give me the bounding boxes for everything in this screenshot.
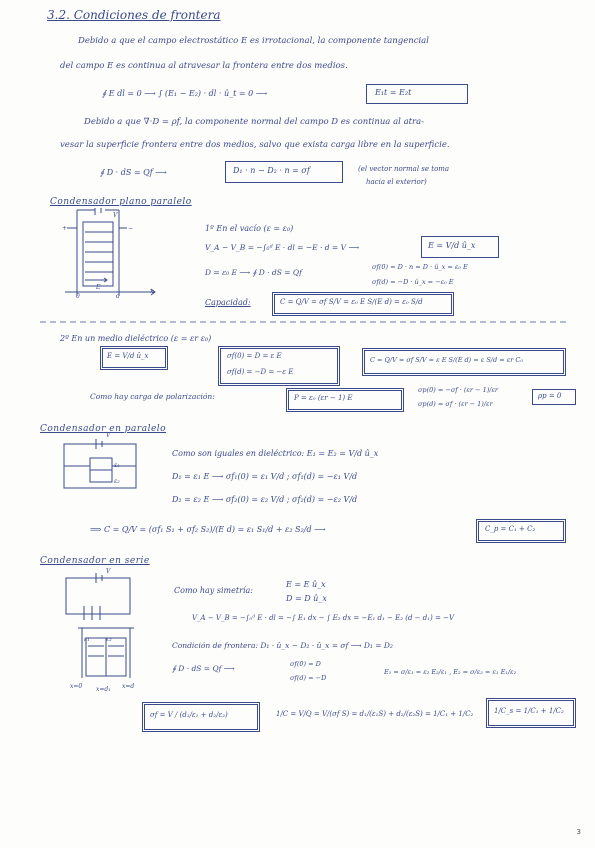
boxed-result — [100, 346, 168, 370]
boxed-equation: E = V/d û_x — [428, 241, 476, 250]
diagram-label: x — [150, 288, 154, 295]
boxed-result — [272, 292, 454, 316]
diagram-label: V — [106, 568, 111, 575]
equation: E = E û_x — [286, 580, 326, 589]
equation: ∮ E dl = 0 ⟶ ∫ (E₁ − E₂) · dl · û_t = 0 ⟶ — [102, 89, 268, 98]
equation: σf(d) = −D · û_x = −ε₀ E — [372, 278, 454, 286]
paragraph-line: vesar la superficie frontera entre dos medios, salvo que exista carga libre en la superficie. — [60, 140, 450, 150]
equation: σf(0) = D · n = D · û_x = ε₀ E — [372, 263, 468, 271]
diagram-label: d — [116, 293, 120, 300]
series-capacitor-diagram — [62, 572, 142, 620]
boxed-equation: C_p = C₁ + C₂ — [485, 525, 536, 533]
equation: ∮ D · dS = Qf ⟶ — [172, 664, 235, 673]
diagram-label: ε₂ — [106, 636, 112, 643]
section-title: Condensador en paralelo — [40, 424, 167, 434]
diagram-label: 0 — [76, 293, 80, 300]
diagram-label: V — [113, 212, 118, 219]
boxed-result — [366, 84, 468, 104]
boxed-equation: C = Q/V = σf S/V = ε E S/(E d) = ε S/d = εr C₀ — [370, 356, 523, 364]
boxed-equation: D₁ · n − D₂ · n = σf — [233, 166, 310, 175]
paragraph-line: Como son iguales en dieléctrico: E₁ = E₂ = V/d û_x — [172, 449, 379, 458]
boxed-equation: C = Q/V = σf S/V = ε₀ E S/(E d) = ε₀ S/d — [280, 298, 423, 306]
diagram-label: + — [62, 225, 68, 232]
boxed-result — [486, 698, 576, 728]
subsection-heading: 1º En el vacío (ε = ε₀) — [205, 224, 294, 233]
equation: E₁ = σ/ε₁ = ε₂ E₂/ε₁ , E₂ = σ/ε₂ = ε₁ E₁/ε₂ — [384, 668, 517, 676]
parallel-capacitor-diagram — [62, 436, 142, 496]
diagram-label: x=0 — [70, 683, 83, 690]
boxed-result — [142, 702, 260, 732]
equation: σp(0) = −σf · (εr − 1)/εr — [418, 386, 499, 394]
paragraph-line: Como hay simetría: — [174, 586, 253, 595]
note: (el vector normal se toma — [358, 165, 450, 173]
equation: σf(0) = D — [290, 660, 321, 668]
paragraph-line: Debido a que ∇·D = ρf, la componente normal del campo D es continua al atra- — [84, 117, 425, 127]
diagram-label: ε₁ — [114, 462, 120, 469]
boxed-equation: ρp = 0 — [538, 392, 562, 400]
diagram-label: − — [128, 225, 134, 232]
paragraph-line: Debido a que el campo electrostático E es irrotacional, la componente tangencial — [78, 36, 429, 46]
boxed-result — [476, 519, 566, 543]
equation: σp(d) = σf · (εr − 1)/εr — [418, 400, 493, 408]
boxed-equation: E = V/d û_x — [107, 352, 149, 360]
boxed-equation: 1/C_s = 1/C₁ + 1/C₂ — [494, 707, 564, 715]
boxed-equation: E₁t = E₂t — [375, 88, 412, 97]
parallel-plate-diagram — [55, 208, 165, 303]
diagram-label: ε₁ — [84, 636, 90, 643]
boxed-result — [421, 236, 499, 258]
section-title: Condensador en serie — [40, 556, 150, 566]
boxed-result — [362, 348, 566, 376]
equation: D = ε₀ E ⟶ ∮ D · dS = Qf — [205, 268, 302, 277]
boxed-result — [218, 346, 340, 386]
boxed-result — [532, 389, 576, 405]
diagram-label: E — [96, 284, 101, 291]
subsection-heading: 2º En un medio dieléctrico (ε = εr ε₀) — [60, 334, 212, 343]
boxed-result — [225, 161, 343, 183]
page-number: 3 — [576, 828, 581, 836]
equation: 1/C = V/Q = V/(σf S) = d₁/(ε₁S) + d₂/(ε₂S) = 1/C₁ + 1/C₂ — [276, 710, 474, 718]
section-title: Condensador plano paralelo — [50, 197, 192, 207]
equation: ∮ D · dS = Qf ⟶ — [100, 168, 167, 177]
series-slab-diagram — [74, 626, 144, 682]
note: hacia el exterior) — [366, 178, 427, 186]
diagram-label: ε₂ — [114, 478, 120, 485]
diagram-label: x=d — [122, 683, 135, 690]
boxed-equation: σf = V / (d₁/ε₁ + d₂/ε₂) — [150, 711, 228, 719]
page-title: 3.2. Condiciones de frontera — [47, 8, 221, 22]
equation: Condición de frontera: D₁ · û_x − D₂ · û_x = σf ⟶ D₁ = D₂ — [172, 641, 393, 650]
paragraph-line: Como hay carga de polarización: — [90, 392, 215, 401]
label: Capacidad: — [205, 298, 251, 307]
diagram-label: x=d₁ — [96, 686, 111, 693]
paragraph-line: del campo E es continua al atravesar la frontera entre dos medios. — [60, 61, 348, 71]
boxed-equation: σf(d) = −D = −ε E — [227, 368, 294, 376]
equation: V_A − V_B = −∫₀ᵈ E · dl = −E · d = V ⟶ — [205, 243, 360, 252]
boxed-equation: P = ε₀ (εr − 1) E — [294, 394, 353, 402]
boxed-result — [286, 388, 404, 412]
equation: ⟹ C = Q/V = (σf₁ S₁ + σf₂ S₂)/(E d) = ε₁ S₁/d + ε₂ S₂/d ⟶ — [90, 525, 326, 534]
diagram-label: V — [106, 432, 111, 439]
equation: D = D û_x — [286, 594, 327, 603]
equation: V_A − V_B = −∫₀ᵈ E · dl = −∫ E₁ dx − ∫ E₂ dx = −E₁ d₁ − E₂ (d − d₁) = −V — [192, 614, 455, 622]
equation: σf(d) = −D — [290, 674, 327, 682]
divider — [40, 320, 570, 324]
boxed-equation: σf(0) = D = ε E — [227, 352, 282, 360]
equation: D₂ = ε₂ E ⟶ σf₂(0) = ε₂ V/d ; σf₂(d) = −ε₂ V/d — [172, 495, 358, 504]
equation: D₁ = ε₁ E ⟶ σf₁(0) = ε₁ V/d ; σf₁(d) = −ε₁ V/d — [172, 472, 358, 481]
